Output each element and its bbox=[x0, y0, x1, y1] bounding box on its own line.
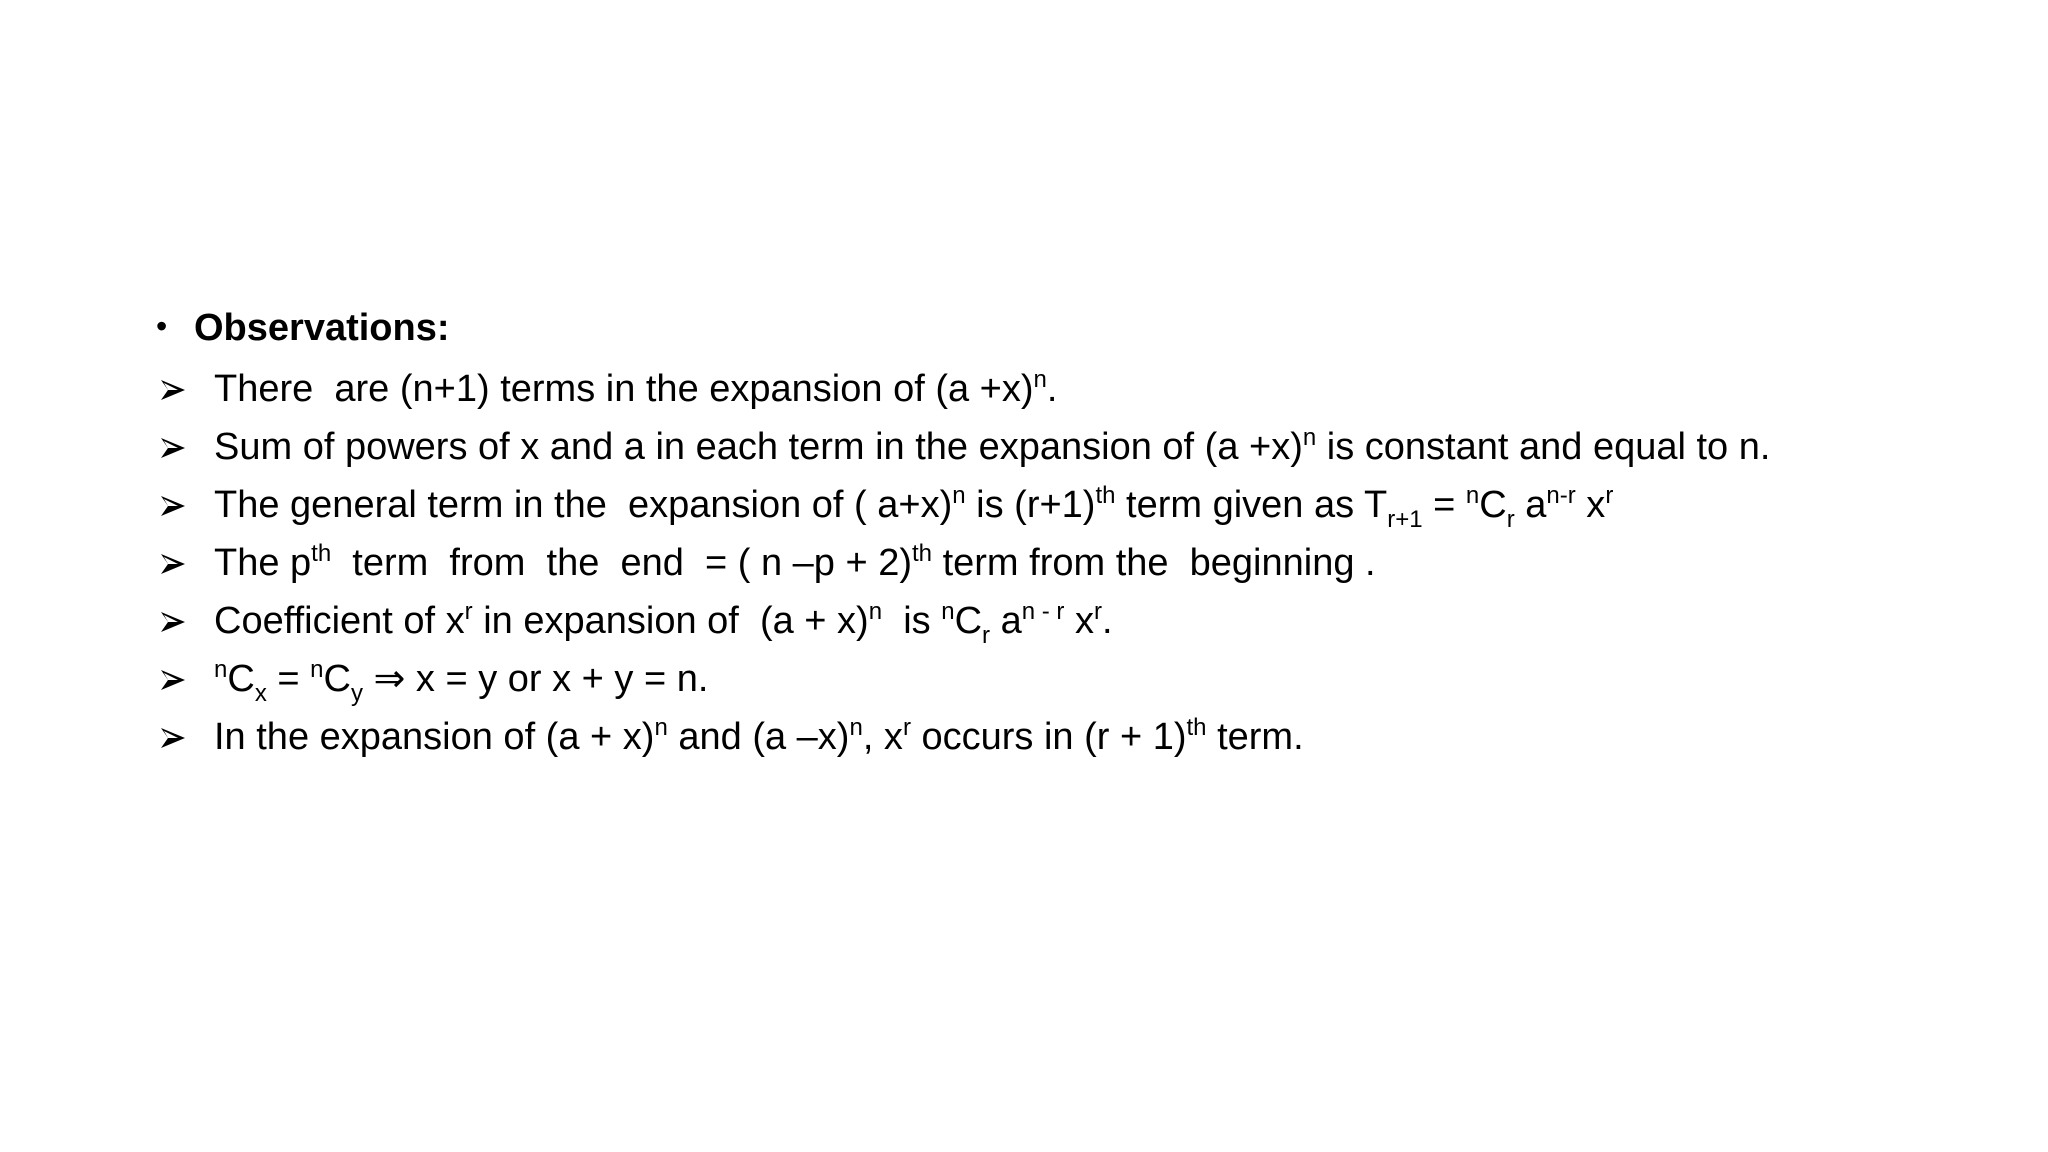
list-item bbox=[156, 650, 2016, 708]
text-segment: There are (n+1) terms in the expansion of (a +x) bbox=[214, 368, 1034, 410]
text-segment: C bbox=[323, 658, 351, 700]
observations-block bbox=[156, 296, 2016, 766]
text-segment: is constant and equal to n. bbox=[1316, 426, 1771, 468]
heading-title: Observations: bbox=[194, 307, 450, 349]
superscript: n bbox=[214, 656, 228, 683]
text-segment: . bbox=[1101, 600, 1113, 642]
text-segment: term from the end = ( n –p + 2) bbox=[331, 542, 913, 584]
observation-text bbox=[214, 360, 1057, 418]
list-item bbox=[156, 476, 2016, 534]
superscript: r bbox=[464, 598, 473, 625]
text-segment: C bbox=[954, 600, 983, 642]
superscript: r bbox=[1605, 482, 1614, 509]
observations-list bbox=[156, 360, 2016, 766]
text-segment: x bbox=[1064, 600, 1094, 642]
text-segment: and (a –x) bbox=[667, 716, 850, 758]
arrowhead-bullet-icon bbox=[160, 553, 186, 575]
observation-text bbox=[214, 418, 1770, 476]
superscript: th bbox=[311, 540, 332, 567]
text-segment: is bbox=[882, 600, 942, 642]
superscript: n bbox=[952, 482, 966, 509]
text-segment: = bbox=[266, 658, 311, 700]
arrowhead-bullet-icon bbox=[160, 727, 186, 749]
text-segment: is (r+1) bbox=[965, 484, 1096, 526]
arrowhead-bullet-icon bbox=[160, 669, 186, 691]
text-segment: C bbox=[1479, 484, 1507, 526]
superscript: n bbox=[1465, 482, 1480, 509]
text-segment: term given as T bbox=[1115, 484, 1388, 526]
text-segment: ⇒ x = y or x + y = n. bbox=[362, 658, 709, 700]
text-segment: occurs in (r + 1) bbox=[910, 716, 1187, 758]
text-segment: . bbox=[1046, 368, 1058, 410]
subscript: r bbox=[1506, 506, 1515, 533]
superscript: n bbox=[1302, 424, 1317, 451]
heading-row bbox=[156, 296, 2016, 360]
bullet-dot-icon: • bbox=[156, 308, 168, 344]
observation-text bbox=[214, 534, 1376, 592]
text-segment: The general term in the expansion of ( a+x) bbox=[214, 484, 953, 526]
text-segment: term from the beginning . bbox=[932, 542, 1376, 584]
list-item bbox=[156, 534, 2016, 592]
text-segment: Coefficient of x bbox=[214, 600, 465, 642]
text-segment: = bbox=[1422, 484, 1466, 526]
superscript: th bbox=[1095, 482, 1116, 509]
text-segment: a bbox=[990, 600, 1022, 642]
subscript: r bbox=[982, 622, 991, 649]
text-segment: x bbox=[1575, 484, 1606, 526]
superscript: th bbox=[1186, 714, 1207, 741]
superscript: n bbox=[1033, 366, 1047, 393]
superscript: r bbox=[902, 714, 911, 741]
arrowhead-bullet-icon bbox=[160, 495, 186, 517]
subscript: r+1 bbox=[1387, 506, 1423, 533]
list-item bbox=[156, 592, 2016, 650]
list-item bbox=[156, 708, 2016, 766]
observation-text bbox=[214, 708, 1304, 766]
list-item bbox=[156, 418, 2016, 476]
text-segment: C bbox=[227, 658, 255, 700]
observation-text bbox=[214, 592, 1113, 650]
observation-text bbox=[214, 650, 708, 708]
superscript: n bbox=[868, 598, 883, 625]
superscript: n - r bbox=[1021, 598, 1065, 625]
superscript: n bbox=[849, 714, 863, 741]
superscript: n bbox=[941, 598, 955, 625]
arrowhead-bullet-icon bbox=[160, 611, 186, 633]
superscript: r bbox=[1093, 598, 1102, 625]
observation-text bbox=[214, 476, 1613, 534]
text-segment: Sum of powers of x and a in each term in the expansion of (a +x) bbox=[214, 426, 1303, 468]
superscript: th bbox=[912, 540, 933, 567]
superscript: n-r bbox=[1546, 482, 1576, 509]
arrowhead-bullet-icon bbox=[160, 437, 186, 459]
subscript: x bbox=[254, 680, 267, 707]
text-segment: In the expansion of (a + x) bbox=[214, 716, 655, 758]
text-segment: , x bbox=[862, 716, 903, 758]
list-item bbox=[156, 360, 2016, 418]
text-segment: term. bbox=[1206, 716, 1304, 758]
superscript: n bbox=[310, 656, 324, 683]
subscript: y bbox=[350, 680, 363, 707]
text-segment: The p bbox=[214, 542, 312, 584]
superscript: n bbox=[654, 714, 668, 741]
text-segment: a bbox=[1514, 484, 1547, 526]
arrowhead-bullet-icon bbox=[160, 379, 186, 401]
text-segment: in expansion of (a + x) bbox=[472, 600, 869, 642]
